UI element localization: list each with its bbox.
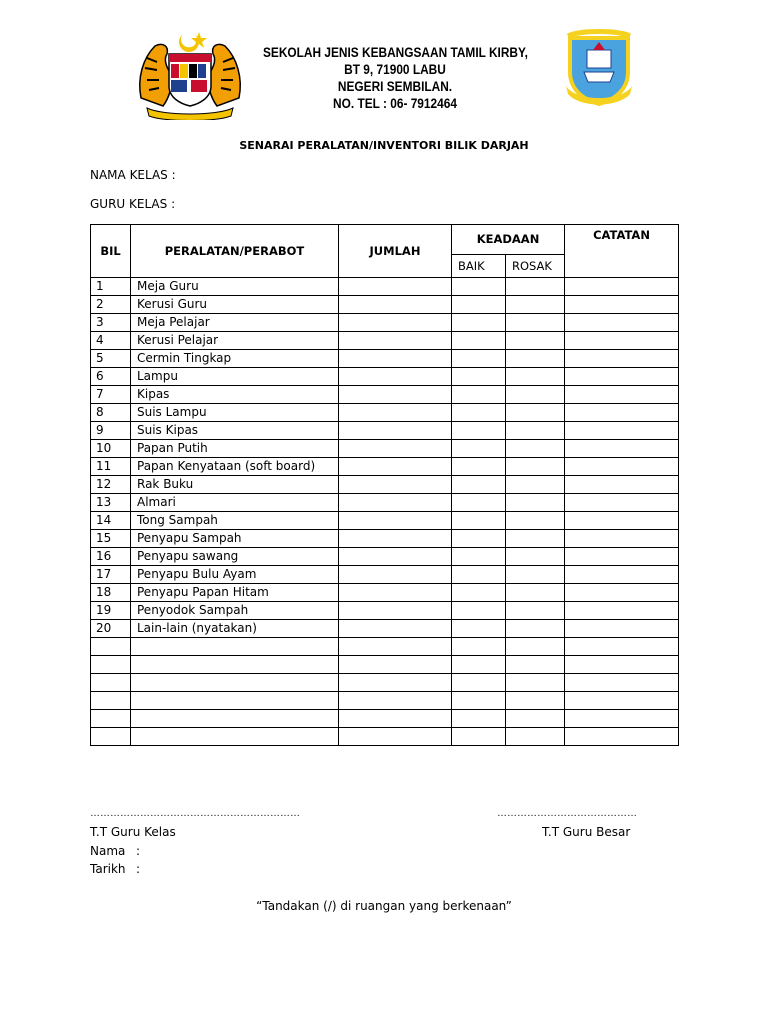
cell-item: Kerusi Pelajar (131, 332, 339, 350)
table-row (91, 692, 679, 710)
cell-jumlah[interactable] (339, 728, 452, 746)
table-row (91, 638, 679, 656)
cell-catatan[interactable] (565, 710, 679, 728)
cell-rosak[interactable] (506, 602, 565, 620)
cell-baik[interactable] (452, 728, 506, 746)
cell-rosak[interactable] (506, 296, 565, 314)
table-row (91, 530, 679, 548)
cell-bil (91, 656, 131, 674)
table-row (91, 548, 679, 566)
cell-catatan[interactable] (565, 548, 679, 566)
school-address-line-1: BT 9, 71900 LABU (344, 62, 446, 77)
header-baik: BAIK (452, 255, 506, 278)
cell-jumlah[interactable] (339, 350, 452, 368)
cell-baik[interactable] (452, 530, 506, 548)
cell-jumlah[interactable] (339, 674, 452, 692)
cell-bil: 5 (91, 350, 131, 368)
cell-item: Almari (131, 494, 339, 512)
cell-catatan[interactable] (565, 584, 679, 602)
guru-kelas-label: GURU KELAS : (90, 197, 176, 211)
school-name: SEKOLAH JENIS KEBANGSAAN TAMIL KIRBY, (263, 45, 528, 60)
cell-rosak[interactable] (506, 584, 565, 602)
cell-rosak[interactable] (506, 566, 565, 584)
cell-item (131, 728, 339, 746)
cell-rosak[interactable] (506, 512, 565, 530)
cell-baik[interactable] (452, 548, 506, 566)
cell-jumlah[interactable] (339, 476, 452, 494)
cell-catatan[interactable] (565, 656, 679, 674)
cell-jumlah[interactable] (339, 422, 452, 440)
table-row (91, 458, 679, 476)
table-row (91, 314, 679, 332)
cell-jumlah[interactable] (339, 566, 452, 584)
cell-item: Lampu (131, 368, 339, 386)
cell-baik[interactable] (452, 368, 506, 386)
cell-bil: 16 (91, 548, 131, 566)
cell-item: Kipas (131, 386, 339, 404)
cell-bil: 8 (91, 404, 131, 422)
cell-bil: 2 (91, 296, 131, 314)
cell-bil: 20 (91, 620, 131, 638)
cell-item: Meja Guru (131, 278, 339, 296)
cell-item: Meja Pelajar (131, 314, 339, 332)
cell-item (131, 710, 339, 728)
table-row (91, 296, 679, 314)
cell-item: Penyapu Bulu Ayam (131, 566, 339, 584)
cell-baik[interactable] (452, 656, 506, 674)
cell-jumlah[interactable] (339, 278, 452, 296)
cell-bil (91, 674, 131, 692)
cell-jumlah[interactable] (339, 530, 452, 548)
cell-rosak[interactable] (506, 404, 565, 422)
cell-rosak[interactable] (506, 314, 565, 332)
header-peralatan: PERALATAN/PERABOT (131, 225, 339, 278)
cell-rosak[interactable] (506, 548, 565, 566)
cell-bil: 14 (91, 512, 131, 530)
instruction-note: “Tandakan (/) di ruangan yang berkenaan” (256, 899, 512, 913)
cell-jumlah[interactable] (339, 296, 452, 314)
cell-baik[interactable] (452, 314, 506, 332)
cell-baik[interactable] (452, 350, 506, 368)
tarikh-field (90, 862, 140, 876)
table-row (91, 566, 679, 584)
cell-bil: 13 (91, 494, 131, 512)
cell-jumlah[interactable] (339, 602, 452, 620)
cell-catatan[interactable] (565, 332, 679, 350)
cell-baik[interactable] (452, 710, 506, 728)
cell-catatan[interactable] (565, 728, 679, 746)
header-jumlah: JUMLAH (339, 225, 452, 278)
cell-baik[interactable] (452, 440, 506, 458)
cell-catatan[interactable] (565, 692, 679, 710)
cell-baik[interactable] (452, 332, 506, 350)
cell-item (131, 674, 339, 692)
cell-item: Penyapu sawang (131, 548, 339, 566)
header-bil: BIL (91, 225, 131, 278)
tarikh-colon: : (136, 862, 141, 876)
cell-catatan[interactable] (565, 530, 679, 548)
table-row (91, 332, 679, 350)
cell-rosak[interactable] (506, 386, 565, 404)
table-row (91, 368, 679, 386)
cell-rosak[interactable] (506, 494, 565, 512)
guru-besar-signature-label: T.T Guru Besar (542, 825, 631, 839)
cell-item: Suis Kipas (131, 422, 339, 440)
cell-catatan[interactable] (565, 458, 679, 476)
cell-bil: 3 (91, 314, 131, 332)
header-rosak: ROSAK (506, 255, 565, 278)
cell-jumlah[interactable] (339, 656, 452, 674)
cell-jumlah[interactable] (339, 584, 452, 602)
cell-rosak[interactable] (506, 710, 565, 728)
signature-line-guru-besar: …………………………………… (497, 808, 637, 819)
cell-catatan[interactable] (565, 350, 679, 368)
table-row (91, 674, 679, 692)
school-address-line-2: NEGERI SEMBILAN. (337, 79, 453, 94)
table-row (91, 656, 679, 674)
cell-catatan[interactable] (565, 368, 679, 386)
table-row (91, 440, 679, 458)
cell-catatan[interactable] (565, 386, 679, 404)
table-row (91, 710, 679, 728)
cell-bil: 9 (91, 422, 131, 440)
nama-field (90, 844, 140, 858)
cell-item: Kerusi Guru (131, 296, 339, 314)
cell-catatan[interactable] (565, 512, 679, 530)
cell-catatan[interactable] (565, 638, 679, 656)
cell-baik[interactable] (452, 278, 506, 296)
cell-jumlah[interactable] (339, 692, 452, 710)
cell-catatan[interactable] (565, 674, 679, 692)
document-title: SENARAI PERALATAN/INVENTORI BILIK DARJAH (239, 139, 529, 152)
cell-baik[interactable] (452, 512, 506, 530)
cell-catatan[interactable] (565, 566, 679, 584)
cell-jumlah[interactable] (339, 710, 452, 728)
cell-bil: 4 (91, 332, 131, 350)
inventory-table (90, 224, 679, 746)
table-row (91, 476, 679, 494)
signature-line-guru-kelas: ……………………………………………………… (90, 808, 300, 819)
tarikh-label: Tarikh (90, 862, 126, 876)
cell-bil: 12 (91, 476, 131, 494)
cell-catatan[interactable] (565, 620, 679, 638)
table-header-row (91, 225, 679, 255)
cell-jumlah[interactable] (339, 512, 452, 530)
cell-item: Tong Sampah (131, 512, 339, 530)
cell-jumlah[interactable] (339, 458, 452, 476)
cell-catatan[interactable] (565, 314, 679, 332)
cell-jumlah[interactable] (339, 404, 452, 422)
nama-kelas-label: NAMA KELAS : (90, 168, 176, 182)
cell-baik[interactable] (452, 566, 506, 584)
table-row (91, 584, 679, 602)
cell-bil: 17 (91, 566, 131, 584)
cell-bil (91, 728, 131, 746)
cell-baik[interactable] (452, 638, 506, 656)
cell-baik[interactable] (452, 692, 506, 710)
cell-jumlah[interactable] (339, 548, 452, 566)
nama-label: Nama (90, 844, 126, 858)
cell-jumlah[interactable] (339, 314, 452, 332)
cell-bil: 18 (91, 584, 131, 602)
table-row (91, 620, 679, 638)
school-phone: NO. TEL : 06- 7912464 (333, 96, 457, 111)
cell-jumlah[interactable] (339, 368, 452, 386)
cell-item (131, 638, 339, 656)
cell-baik[interactable] (452, 602, 506, 620)
cell-item: Papan Putih (131, 440, 339, 458)
cell-jumlah[interactable] (339, 440, 452, 458)
cell-item: Lain-lain (nyatakan) (131, 620, 339, 638)
table-row (91, 386, 679, 404)
cell-catatan[interactable] (565, 404, 679, 422)
header-keadaan: KEADAAN (452, 225, 565, 255)
cell-bil: 10 (91, 440, 131, 458)
cell-rosak[interactable] (506, 278, 565, 296)
table-row (91, 602, 679, 620)
header-catatan: CATATAN (565, 225, 679, 278)
cell-jumlah[interactable] (339, 332, 452, 350)
cell-baik[interactable] (452, 404, 506, 422)
inventory-table-body (91, 278, 679, 746)
cell-item: Rak Buku (131, 476, 339, 494)
cell-rosak[interactable] (506, 440, 565, 458)
cell-rosak[interactable] (506, 422, 565, 440)
cell-bil: 7 (91, 386, 131, 404)
cell-bil: 6 (91, 368, 131, 386)
cell-catatan[interactable] (565, 602, 679, 620)
table-row (91, 422, 679, 440)
cell-jumlah[interactable] (339, 620, 452, 638)
cell-baik[interactable] (452, 458, 506, 476)
cell-rosak[interactable] (506, 350, 565, 368)
table-row (91, 350, 679, 368)
cell-bil: 19 (91, 602, 131, 620)
cell-baik[interactable] (452, 296, 506, 314)
cell-catatan[interactable] (565, 440, 679, 458)
table-row (91, 494, 679, 512)
cell-jumlah[interactable] (339, 386, 452, 404)
table-row (91, 728, 679, 746)
cell-baik[interactable] (452, 674, 506, 692)
cell-item: Penyapu Sampah (131, 530, 339, 548)
cell-rosak[interactable] (506, 530, 565, 548)
cell-rosak[interactable] (506, 368, 565, 386)
cell-item: Papan Kenyataan (soft board) (131, 458, 339, 476)
nama-colon: : (136, 844, 141, 858)
cell-item (131, 692, 339, 710)
cell-rosak[interactable] (506, 656, 565, 674)
cell-rosak[interactable] (506, 476, 565, 494)
cell-bil (91, 692, 131, 710)
cell-rosak[interactable] (506, 332, 565, 350)
cell-jumlah[interactable] (339, 638, 452, 656)
cell-rosak[interactable] (506, 692, 565, 710)
cell-rosak[interactable] (506, 638, 565, 656)
cell-rosak[interactable] (506, 728, 565, 746)
table-row (91, 278, 679, 296)
cell-catatan[interactable] (565, 278, 679, 296)
cell-catatan[interactable] (565, 476, 679, 494)
table-row (91, 404, 679, 422)
guru-kelas-signature-label: T.T Guru Kelas (90, 825, 176, 839)
cell-bil (91, 638, 131, 656)
cell-baik[interactable] (452, 494, 506, 512)
cell-rosak[interactable] (506, 458, 565, 476)
cell-item: Penyapu Papan Hitam (131, 584, 339, 602)
school-crest-logo (560, 28, 638, 108)
cell-bil: 1 (91, 278, 131, 296)
cell-baik[interactable] (452, 422, 506, 440)
cell-item: Cermin Tingkap (131, 350, 339, 368)
cell-baik[interactable] (452, 620, 506, 638)
cell-baik[interactable] (452, 386, 506, 404)
cell-item: Penyodok Sampah (131, 602, 339, 620)
cell-catatan[interactable] (565, 494, 679, 512)
malaysia-coat-of-arms-logo (133, 28, 247, 120)
cell-bil: 15 (91, 530, 131, 548)
cell-jumlah[interactable] (339, 494, 452, 512)
cell-baik[interactable] (452, 476, 506, 494)
cell-item (131, 656, 339, 674)
table-row (91, 512, 679, 530)
cell-catatan[interactable] (565, 296, 679, 314)
cell-rosak[interactable] (506, 674, 565, 692)
cell-rosak[interactable] (506, 620, 565, 638)
cell-catatan[interactable] (565, 422, 679, 440)
cell-baik[interactable] (452, 584, 506, 602)
school-header (263, 44, 527, 112)
cell-bil: 11 (91, 458, 131, 476)
cell-bil (91, 710, 131, 728)
cell-item: Suis Lampu (131, 404, 339, 422)
